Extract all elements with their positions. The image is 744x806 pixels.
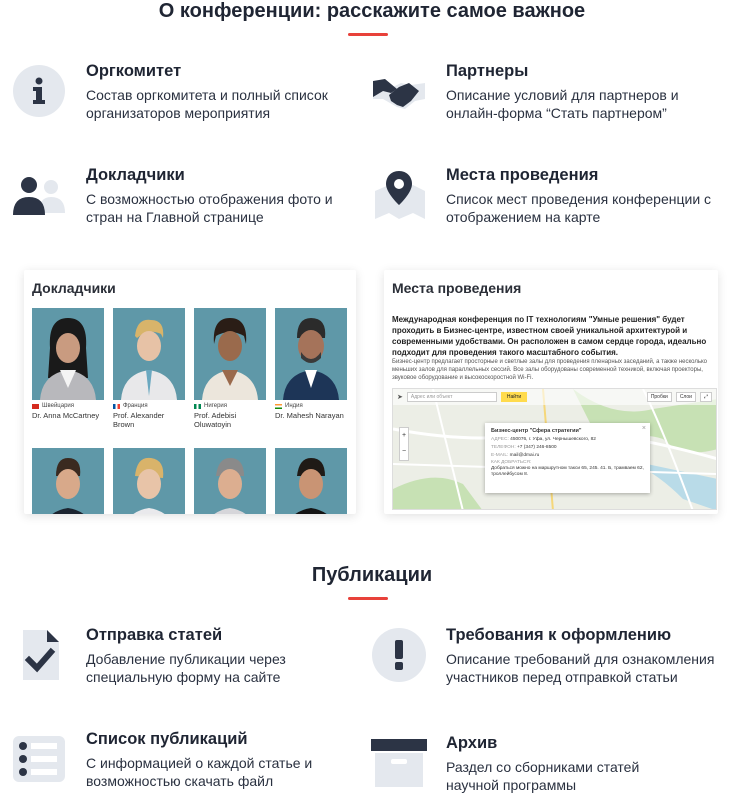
address-value: 450076, г. Уфа, ул. Чернышевского, 82 xyxy=(510,437,596,442)
feature-desc: Раздел со сборниками статей научной программы xyxy=(446,759,640,793)
venue-description: Бизнес-центр предлагает просторные и светлые залы для проведения пленарных заседаний, а также несколько меньших залов для параллельных сессий. Все залы оборудованы современной техникой, включая проекторы, звуковое оборудование и высокоскоростной Wi-Fi. xyxy=(392,359,708,381)
speaker-item[interactable] xyxy=(32,448,104,514)
feature-title: Партнеры xyxy=(446,62,529,80)
users-icon xyxy=(10,166,68,224)
card-title: Места проведения xyxy=(392,280,522,296)
feature-speakers[interactable] xyxy=(10,166,370,228)
venues-card xyxy=(384,270,718,514)
flag-icon xyxy=(275,404,282,409)
flag-icon xyxy=(32,404,39,409)
feature-desc: Список мест проведения конференции с отображением на карте xyxy=(446,191,712,225)
publications-section-title: Публикации xyxy=(311,564,433,586)
feature-venues[interactable] xyxy=(370,166,740,228)
route-value: Добраться можно на маршрутном такси 65, 245. 41. Б, трамваем 62, троллейбусом 8. xyxy=(491,466,644,477)
map-layers-button[interactable]: Слои xyxy=(676,392,696,402)
document-check-icon xyxy=(10,626,68,684)
route-label: КАК ДОБРАТЬСЯ: xyxy=(491,460,532,465)
popup-title: Бизнес-центр "Сфера стратегии" xyxy=(491,428,582,434)
feature-title: Места проведения xyxy=(446,166,599,184)
feature-desc: Описание требований для ознакомления участников перед отправкой статьи xyxy=(446,651,715,685)
email-label: E-MAIL: xyxy=(491,453,509,458)
locate-icon[interactable]: ➤ xyxy=(397,394,403,401)
feature-archive[interactable] xyxy=(370,734,740,796)
about-section-title: О конференции: расскажите самое важное xyxy=(158,0,586,22)
speaker-photo xyxy=(113,308,185,400)
feature-title: Отправка статей xyxy=(86,626,223,644)
speaker-item[interactable] xyxy=(32,308,104,420)
exclamation-icon xyxy=(370,626,428,684)
zoom-out-icon[interactable]: − xyxy=(401,448,407,455)
address-label: АДРЕС: xyxy=(491,437,509,442)
feature-desc: Описание условий для партнеров и онлайн-форма “Стать партнером” xyxy=(446,87,679,121)
flag-icon xyxy=(194,404,201,409)
phone-label: ТЕЛЕФОН: xyxy=(491,445,516,450)
card-title: Докладчики xyxy=(32,280,116,296)
speaker-name: Prof. Alexander Brown xyxy=(113,411,165,429)
speakers-card xyxy=(24,270,356,514)
list-icon xyxy=(10,730,68,788)
feature-desc: С возможностью отображения фото и стран на Главной странице xyxy=(86,191,333,225)
feature-title: Требования к оформлению xyxy=(446,626,672,644)
about-title-underline xyxy=(348,33,388,36)
speaker-country: Швейцария xyxy=(42,403,75,409)
speaker-item[interactable] xyxy=(275,448,347,514)
feature-publications-list[interactable] xyxy=(10,730,370,792)
feature-formatting-requirements[interactable] xyxy=(370,626,740,688)
publications-title-underline xyxy=(348,597,388,600)
speaker-item[interactable] xyxy=(113,448,185,514)
map-pin-icon xyxy=(370,166,428,224)
speaker-item[interactable] xyxy=(113,308,185,429)
speaker-country: Франция xyxy=(123,403,148,409)
feature-partners[interactable] xyxy=(370,62,740,124)
feature-desc: Добавление публикации через специальную форму на сайте xyxy=(86,651,286,685)
map-search-button[interactable]: Найти xyxy=(501,392,527,402)
email-value[interactable]: mail@dmai.ru xyxy=(509,453,540,458)
speaker-photo xyxy=(275,308,347,400)
speaker-photo xyxy=(113,448,185,514)
speaker-photo xyxy=(32,448,104,514)
feature-desc: Состав оргкомитета и полный список организаторов мероприятия xyxy=(86,87,328,121)
speaker-item[interactable] xyxy=(275,308,347,420)
speaker-country: Нигерия xyxy=(204,403,228,409)
speaker-name: Dr. Anna McCartney xyxy=(32,411,100,420)
phone-value: +7 (347) 246-8500 xyxy=(517,445,557,450)
speaker-photo xyxy=(32,308,104,400)
feature-submit-articles[interactable] xyxy=(10,626,370,688)
fullscreen-icon[interactable]: ⤢ xyxy=(700,392,712,402)
handshake-icon xyxy=(370,62,428,120)
zoom-in-icon[interactable]: + xyxy=(401,432,407,439)
feature-title: Докладчики xyxy=(86,166,185,184)
feature-title: Архив xyxy=(446,734,498,752)
speaker-name: Prof. Adebisi Oluwatoyin xyxy=(194,411,237,429)
speaker-item[interactable] xyxy=(194,448,266,514)
speaker-country: Индия xyxy=(285,403,303,409)
speaker-item[interactable] xyxy=(194,308,266,429)
close-icon[interactable]: × xyxy=(641,425,646,432)
archive-icon xyxy=(370,734,428,792)
venue-headline: Международная конференция по IT технологиям "Умные решения" будет проходить в Бизнес-центре, известном своей уникальной архитектурой и современными удобствами. Он расположен в самом сердце города, идеально подходит для проведения такого масштабного события. xyxy=(392,315,707,357)
feature-title: Оргкомитет xyxy=(86,62,182,80)
feature-desc: С информацией о каждой статье и возможностью скачать файл xyxy=(86,755,313,789)
venue-map[interactable] xyxy=(392,388,717,510)
map-search-input[interactable]: Адрес или объект xyxy=(407,392,497,402)
speaker-photo xyxy=(194,308,266,400)
speaker-photo xyxy=(275,448,347,514)
flag-icon xyxy=(113,404,120,409)
info-icon xyxy=(10,62,68,120)
feature-title: Список публикаций xyxy=(86,730,248,748)
map-info-popup xyxy=(485,423,650,493)
speaker-name: Dr. Mahesh Narayan xyxy=(275,411,344,420)
feature-orgcommittee[interactable] xyxy=(10,62,370,124)
map-traffic-button[interactable]: Пробки xyxy=(647,392,672,402)
speaker-photo xyxy=(194,448,266,514)
